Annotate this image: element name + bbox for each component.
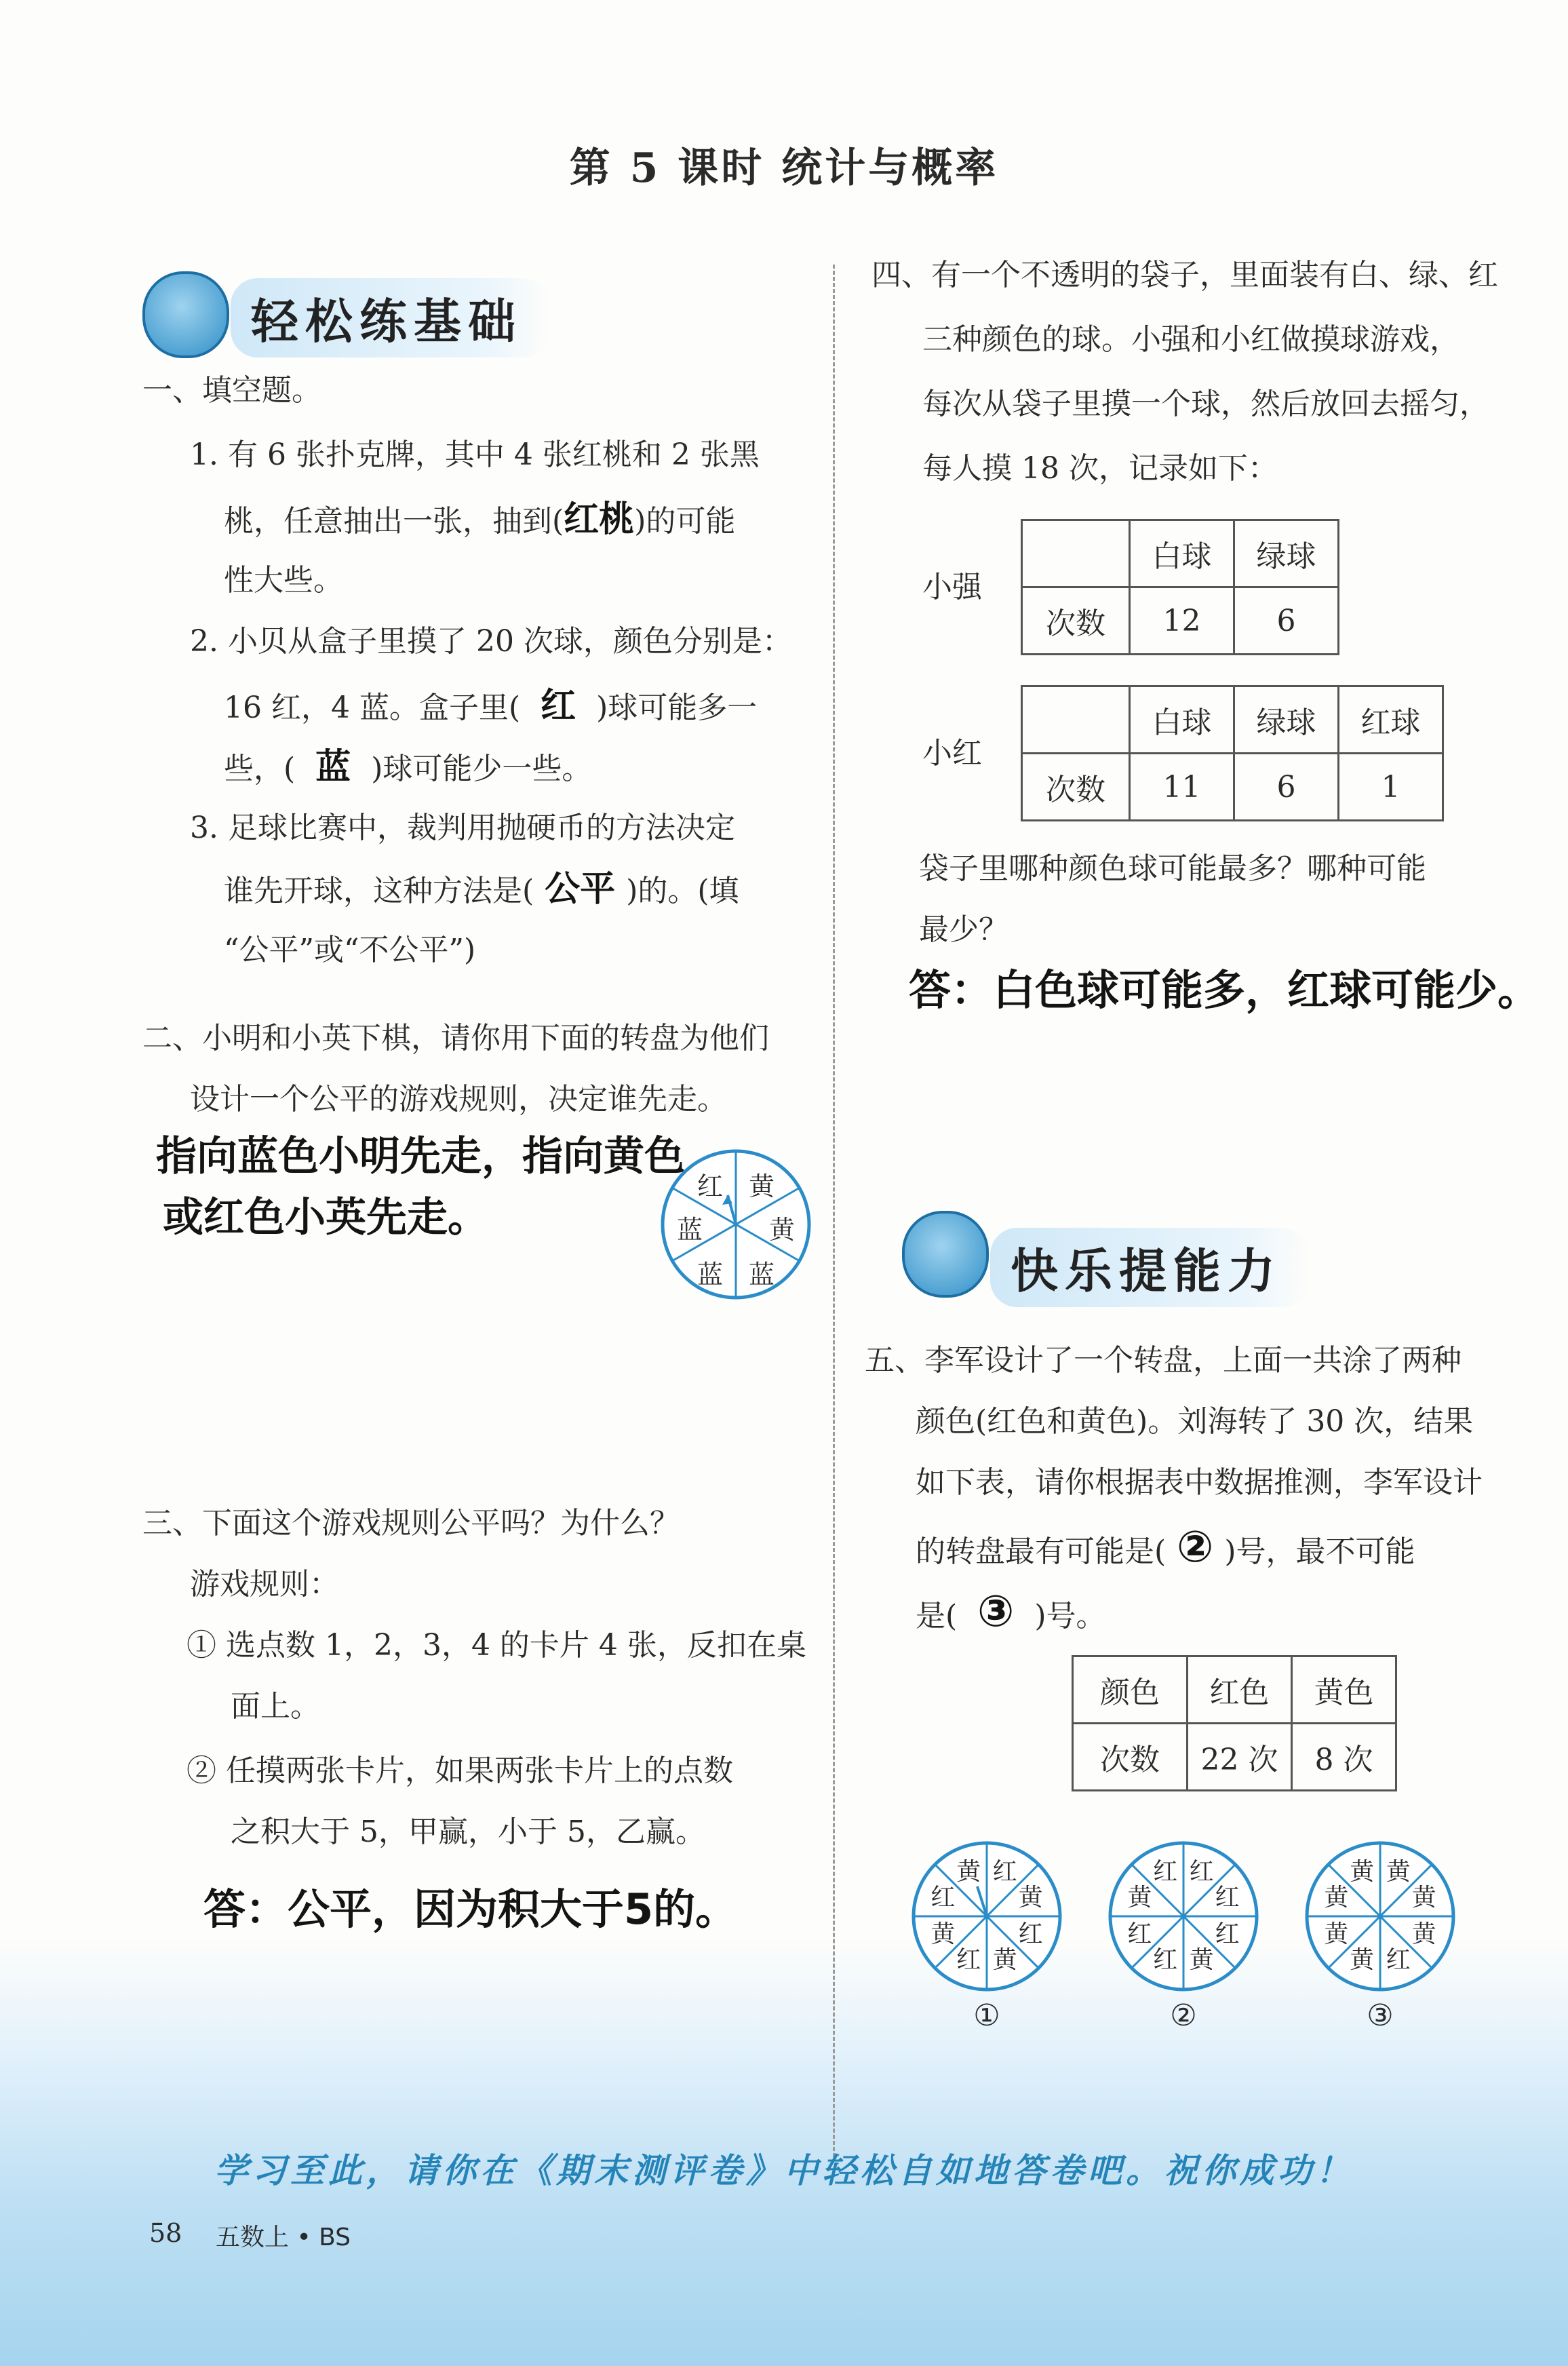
q2-line2: 设计一个公平的游戏规则，决定谁先走。 [190, 1082, 727, 1117]
section-header-basic: 轻松练基础 [231, 278, 549, 357]
spinner-sector: 黄 [1324, 1884, 1349, 1912]
table-cell: 红球 [1339, 686, 1443, 754]
table-cell: 6 [1234, 754, 1339, 821]
spinner-sector: 红 [1018, 1920, 1043, 1948]
handwritten-answer: 红 [541, 686, 576, 726]
q2-handwritten-answer-line2: 或红色小英先走。 [163, 1194, 488, 1241]
spinner-sector: 红 [1215, 1884, 1240, 1912]
q5-spinners [909, 1838, 1553, 2042]
spinner-sector: 蓝 [748, 1260, 775, 1289]
table2-person: 小红 [922, 736, 982, 771]
page-number: 58 [149, 2218, 182, 2248]
spinner-sector: 黄 [768, 1215, 795, 1245]
spinner-sector: 红 [1127, 1920, 1152, 1948]
q4-table-xiaoqiang [1021, 519, 1339, 655]
q5-line3: 如下表，请你根据表中数据推测，李军设计 [916, 1465, 1483, 1500]
q4-handwritten-answer: 答：白色球可能多，红球可能少。 [909, 965, 1540, 1015]
q2-spinner-labels [658, 1146, 814, 1302]
spinner-sector: 蓝 [697, 1260, 723, 1289]
table-cell: 1 [1339, 754, 1443, 821]
table-cell: 8 次 [1292, 1724, 1396, 1791]
q1-item2-line1: 2. 小贝从盒子里摸了 20 次球，颜色分别是： [190, 624, 792, 659]
spinner-sector: 黄 [1189, 1945, 1214, 1974]
page-title: 第 5 课时 统计与概率 [569, 144, 999, 192]
spinner-label: ③ [1367, 1998, 1394, 2033]
handwritten-answer: ③ [977, 1587, 1015, 1637]
spinner-sector: 黄 [992, 1945, 1017, 1974]
spinner-sector: 黄 [1350, 1945, 1375, 1974]
footer-note: 学习至此，请你在《期末测评卷》中轻松自如地答卷吧。祝你成功！ [214, 2151, 1354, 2190]
spinner-label: ② [1170, 1998, 1197, 2033]
spinner-sector: 黄 [1411, 1920, 1436, 1948]
q3-handwritten-answer: 答：公平，因为积大于5的。 [203, 1884, 738, 1934]
q5-line5: 是( ③ )号。 [916, 1587, 1106, 1637]
q1-item1-line2: 桃，任意抽出一张，抽到(红桃)的可能 [224, 499, 736, 540]
spinner-sector: 红 [930, 1884, 956, 1912]
handwritten-answer: ② [1177, 1522, 1214, 1572]
spinner-sector: 黄 [1127, 1884, 1152, 1912]
q5-line1: 五、李军设计了一个转盘，上面一共涂了两种 [865, 1343, 1462, 1378]
q1-item3-line3: “公平”或“不公平”) [224, 933, 476, 967]
q4-line4: 每人摸 18 次，记录如下： [922, 451, 1278, 486]
q5-table [1072, 1655, 1397, 1791]
column-divider [833, 265, 835, 2157]
spinner-sector: 黄 [1350, 1858, 1375, 1886]
q3-line1: 三、下面这个游戏规则公平吗？为什么？ [142, 1506, 680, 1540]
table-cell [1022, 520, 1130, 587]
q1-item3-line1: 3. 足球比赛中，裁判用抛硬币的方法决定 [190, 811, 735, 845]
q4-question-line1: 袋子里哪种颜色球可能最多？哪种可能 [919, 851, 1426, 886]
spinner-sector: 红 [992, 1858, 1017, 1886]
book-label: 五数上 • BS [216, 2224, 351, 2251]
q1-item1-line3: 性大些。 [224, 563, 343, 598]
table-cell: 次数 [1022, 587, 1130, 655]
section-header-advanced: 快乐提能力 [990, 1228, 1309, 1307]
q1-heading: 一、填空题。 [142, 373, 321, 408]
table-cell: 白球 [1130, 520, 1234, 587]
spinner-sector: 黄 [1324, 1920, 1349, 1948]
spinner-sector: 红 [1153, 1945, 1178, 1974]
mascot-icon [902, 1211, 989, 1298]
spinner-sector: 红 [1215, 1920, 1240, 1948]
spinner-sector: 红 [956, 1945, 981, 1974]
spinner-2 [1105, 1838, 1261, 2042]
q2-handwritten-answer-line1: 指向蓝色小明先走，指向黄色 [156, 1133, 685, 1180]
spinner-sector: 黄 [930, 1920, 956, 1948]
table1-person: 小强 [922, 570, 982, 604]
handwritten-answer: 红桃 [564, 499, 635, 540]
table-cell: 6 [1234, 587, 1339, 655]
spinner-1 [909, 1838, 1065, 2042]
table-cell: 颜色 [1073, 1656, 1188, 1724]
handwritten-answer: 蓝 [315, 747, 351, 788]
spinner-sector: 黄 [1018, 1884, 1043, 1912]
mascot-icon [142, 271, 229, 358]
spinner-sector: 红 [697, 1171, 723, 1201]
q1-item2-line2: 16 红，4 蓝。盒子里( 红 )球可能多一 [224, 686, 758, 726]
table-cell: 黄色 [1292, 1656, 1396, 1724]
q2-line1: 二、小明和小英下棋，请你用下面的转盘为他们 [142, 1021, 769, 1055]
spinner-sector: 红 [1153, 1858, 1178, 1886]
table-cell: 白球 [1130, 686, 1234, 754]
table-cell: 绿球 [1234, 520, 1339, 587]
q4-question-line2: 最少？ [919, 912, 1008, 947]
table-cell: 12 [1130, 587, 1234, 655]
spinner-sector: 黄 [1386, 1858, 1411, 1886]
q1-item2-line3: 些，( 蓝 )球可能少一些。 [224, 747, 592, 788]
spinner-sector: 黄 [748, 1171, 775, 1201]
table-cell: 11 [1130, 754, 1234, 821]
q5-line4: 的转盘最有可能是( ② )号，最不可能 [916, 1522, 1415, 1572]
spinner-sector: 蓝 [676, 1215, 703, 1245]
q1-item1-line1: 1. 有 6 张扑克牌，其中 4 张红桃和 2 张黑 [190, 438, 760, 472]
q3-rule1-line2: 面上。 [231, 1689, 320, 1724]
q3-rules-label: 游戏规则： [190, 1567, 339, 1602]
table-cell: 次数 [1073, 1724, 1188, 1791]
table-cell [1022, 686, 1130, 754]
spinner-label: ① [973, 1998, 1000, 2033]
q4-line2: 三种颜色的球。小强和小红做摸球游戏， [922, 322, 1459, 357]
q4-table-xiaohong [1021, 685, 1444, 821]
spinner-3 [1302, 1838, 1458, 2042]
q5-line2: 颜色(红色和黄色)。刘海转了 30 次，结果 [916, 1404, 1474, 1439]
q4-line3: 每次从袋子里摸一个球，然后放回去摇匀， [922, 387, 1489, 421]
spinner-sector: 黄 [956, 1858, 981, 1886]
q3-rule2-line2: 之积大于 5，甲赢，小于 5，乙赢。 [231, 1815, 705, 1849]
q4-line1: 四、有一个不透明的袋子，里面装有白、绿、红 [871, 258, 1498, 292]
spinner-sector: 黄 [1411, 1884, 1436, 1912]
spinner-sector: 红 [1189, 1858, 1214, 1886]
handwritten-answer: 公平 [545, 869, 616, 910]
table-cell: 红色 [1188, 1656, 1292, 1724]
table-cell: 次数 [1022, 754, 1130, 821]
q1-item3-line2: 谁先开球，这种方法是( 公平 )的。(填 [224, 869, 739, 910]
q3-rule1-line1: ① 选点数 1，2，3，4 的卡片 4 张，反扣在桌 [187, 1628, 806, 1663]
spinner-sector: 红 [1386, 1945, 1411, 1974]
table-cell: 22 次 [1188, 1724, 1292, 1791]
q3-rule2-line1: ② 任摸两张卡片，如果两张卡片上的点数 [187, 1753, 733, 1788]
table-cell: 绿球 [1234, 686, 1339, 754]
